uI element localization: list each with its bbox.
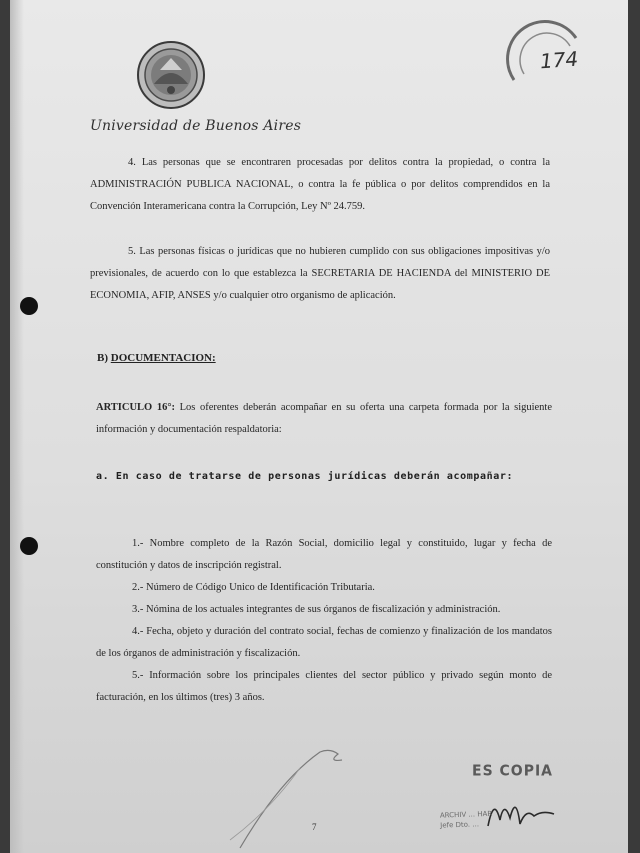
articulo-16: [96, 397, 552, 441]
page-number: 7: [312, 822, 317, 832]
paragraph-5: 5. Las personas físicas o jurídicas que no hubieren cumplido con sus obligaciones impositivas y/o previsionales, de acuerdo con lo que establezca la SECRETARIA DE HACIENDA del MINISTERIO DE ECONOMIA, AFIP, ANSES y/o cualquier otro organismo de aplicación.: [90, 246, 550, 301]
folio-number: 174: [539, 46, 579, 74]
punch-hole-icon: [20, 297, 38, 315]
document-page: [10, 0, 628, 853]
punch-hole-icon: [20, 537, 38, 555]
items-list: [96, 533, 552, 709]
articulo-16-label: ARTICULO 16°:: [96, 402, 176, 413]
list-item: 4.- Fecha, objeto y duración del contrato social, fechas de comienzo y finalización de los mandatos de los órganos de administración y fiscalización.: [96, 626, 552, 659]
signature-role: Jefe Dto. ...: [440, 820, 480, 830]
subsection-a: a. En caso de tratarse de personas jurídicas deberán acompañar:: [96, 471, 514, 482]
paragraph-4: 4. Las personas que se encontraren procesadas por delitos contra la propiedad, o contra la ADMINISTRACIÓN PUBLICA NACIONAL, o contra la fe pública o por delitos comprendidos en la Convención Interamericana contra la Corrupción, Ley Nº 24.759.: [90, 157, 550, 212]
list-item: 1.- Nombre completo de la Razón Social, domicilio legal y constituido, lugar y fecha de constitución y datos de inscripción registral.: [96, 538, 552, 571]
list-item: 3.- Nómina de los actuales integrantes de sus órganos de fiscalización y administración.: [132, 604, 501, 615]
university-seal-icon: [136, 40, 206, 110]
signature-line: ARCHIV ... HAR: [439, 809, 493, 820]
list-item: 5.- Información sobre los principales clientes del sector público y privado según monto de facturación, en los últimos (tres) 3 años.: [96, 670, 552, 703]
copy-stamp: ES COPIA: [472, 762, 554, 780]
section-b-heading: [97, 352, 216, 364]
list-item: 2.- Número de Código Unico de Identificación Tributaria.: [132, 582, 375, 593]
university-name: Universidad de Buenos Aires: [90, 118, 302, 134]
handwritten-mark-icon: [220, 740, 350, 850]
section-b-title: DOCUMENTACION:: [110, 352, 216, 364]
signature-block: [440, 805, 591, 830]
section-b-prefix: B): [97, 352, 108, 364]
articulo-16-text: Los oferentes deberán acompañar en su oferta una carpeta formada por la siguiente información y documentación respaldatoria:: [96, 402, 553, 435]
